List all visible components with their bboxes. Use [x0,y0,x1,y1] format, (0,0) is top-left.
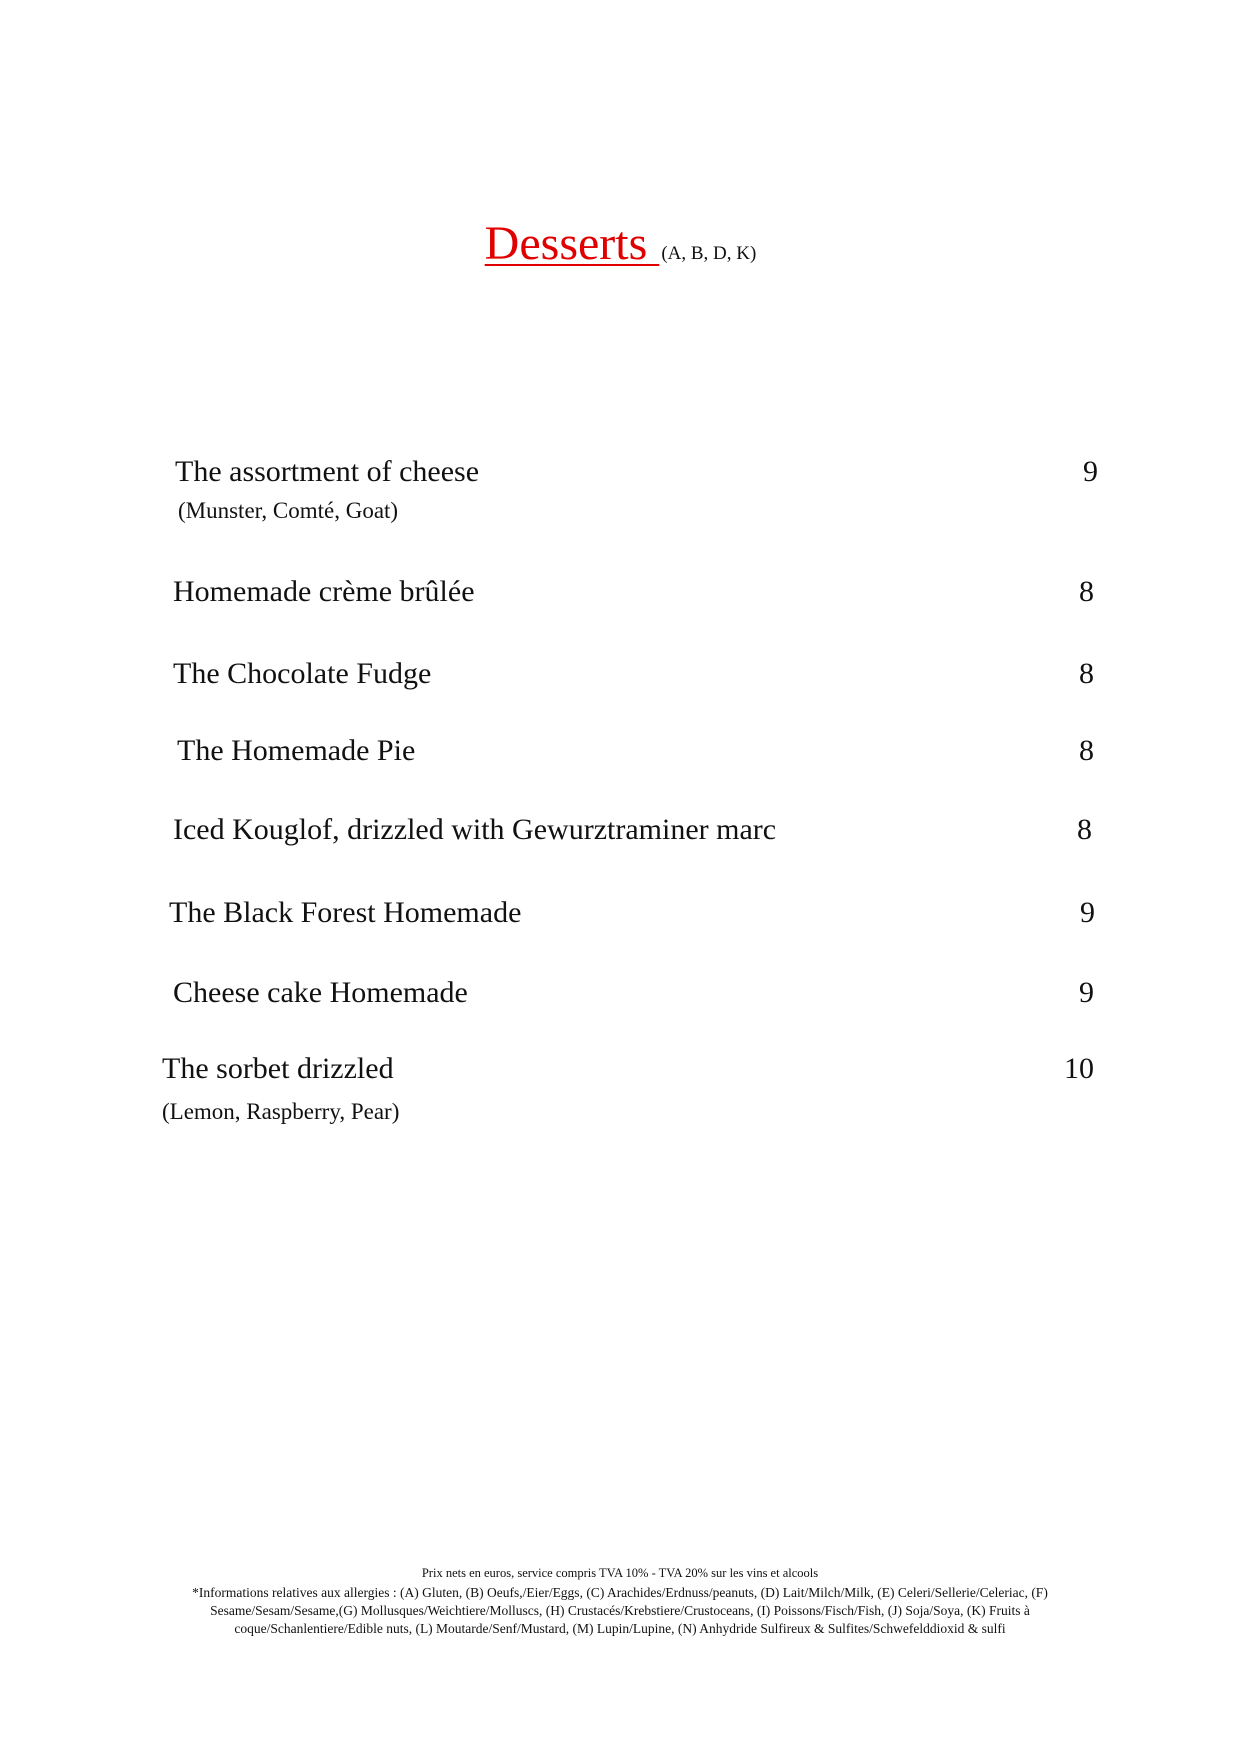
menu-heading [0,216,1241,271]
prices-note: Prix nets en euros, service compris TVA 10% - TVA 20% sur les vins et alcools [421,1566,819,1580]
menu-item-name: The Black Forest Homemade [169,896,522,929]
page-title: Desserts [484,217,660,270]
menu-item-note: (Munster, Comté, Goat) [178,498,399,523]
menu-item-price: 9 [1080,896,1095,929]
menu-item-name: The sorbet drizzled [162,1052,394,1085]
menu-item-name: Homemade crème brûlée [173,575,475,608]
menu-item-price: 9 [1083,455,1098,488]
menu-item-price: 8 [1079,575,1094,608]
menu-item-price: 8 [1079,734,1094,767]
menu-item-name: The assortment of cheese [175,455,480,488]
menu-item-name: The Chocolate Fudge [173,657,432,690]
menu-item-price: 8 [1079,657,1094,690]
menu-item-name: Cheese cake Homemade [173,976,468,1009]
menu-item-price: 10 [1064,1052,1094,1085]
title-allergens: (A, B, D, K) [661,243,757,264]
menu-item-name: Iced Kouglof, drizzled with Gewurztraminer marc [173,813,777,846]
menu-item-name: The Homemade Pie [177,734,416,767]
allergies-note: *Informations relatives aux allergies : (A) Gluten, (B) Oeufs,/Eier/Eggs, (C) Arachides/Erdnuss/peanuts, (D) Lait/Milch/Milk, (E) Celeri/Sellerie/Celeriac, (F) Sesame/Sesam/Sesame,(G) Mollusques/Weichtiere/Molluscs, (H) Crustacés/Krebstiere/Crustoceans, (I) Poissons/Fisch/Fish, (J) Soja/Soya, (K) Fruits à coque/Schanlentiere/Edible nuts, (L) Moutarde/Senf/Mustard, (M) Lupin/Lupine, (N) Anhydride Sulfireux & Sulfites/Schwefelddioxid & sulfi [192,1585,1048,1636]
menu-item-price: 9 [1079,976,1094,1009]
menu-item-price: 8 [1077,813,1092,846]
menu-item-note: (Lemon, Raspberry, Pear) [162,1099,400,1124]
